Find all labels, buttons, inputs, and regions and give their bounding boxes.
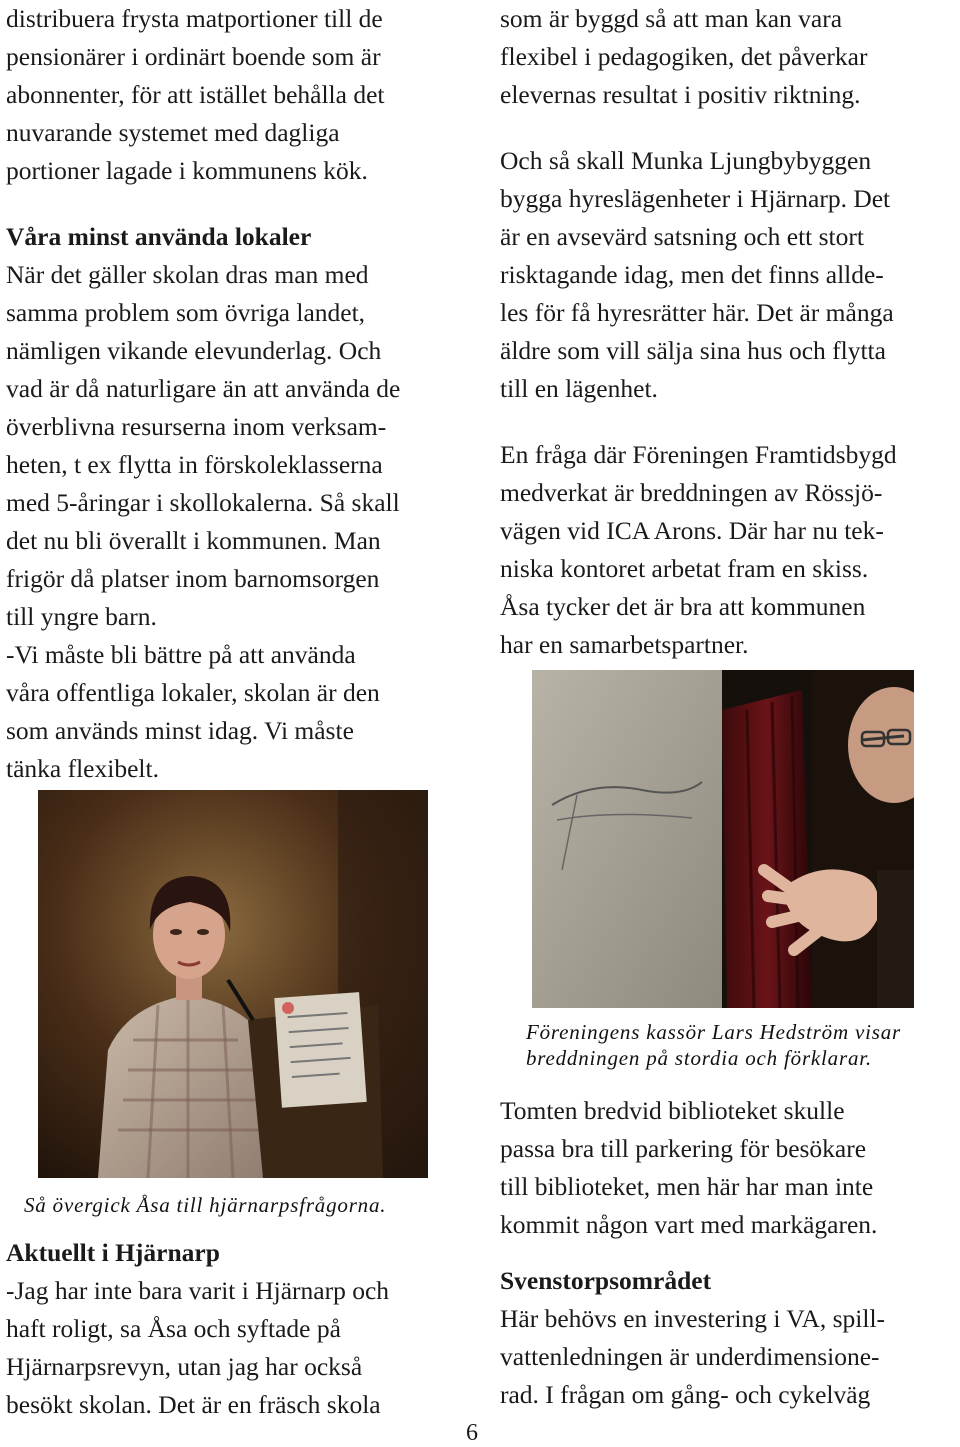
right-paragraph-4: Tomten bredvid biblioteket skulle passa bra till parkering för besökare till biblioteket, men här har man inte kommit någon vart med markägaren.: [500, 1096, 878, 1239]
photo-caption-left: Så övergick Åsa till hjärnarpsfrågorna.: [24, 1193, 387, 1217]
right-column-bottom: [500, 1092, 956, 1414]
right-paragraph-2: Och så skall Munka Ljungbybyggen bygga hyreslägenheter i Hjärnarp. Det är en avsevärd satsning och ett stort risktagande idag, men det finns allde- les för få hyresrätter här. Det är många äldre som vill sälja sina hus och flytta till en lägenhet.: [500, 146, 894, 403]
section-body-svenstorp: Här behövs en investering i VA, spill- vattenledningen är underdimensione- rad. I frågan om gång- och cykelväg: [500, 1304, 886, 1409]
photo-caption-right: Föreningens kassör Lars Hedström visar breddningen på stordia och förklarar.: [526, 1020, 901, 1070]
left-column-bottom: [6, 1234, 466, 1424]
section-body-aktuellt: -Jag har inte bara varit i Hjärnarp och haft roligt, sa Åsa och syftade på Hjärnarpsrevyn, utan jag har också besökt skolan. Det är en fräsch skola: [6, 1276, 390, 1419]
photo-projection-image: [532, 670, 914, 1008]
photo-speaker-image: [38, 790, 428, 1178]
photo-speaker-asa: [38, 790, 428, 1178]
page-number: 6: [466, 1420, 478, 1446]
section-heading-svenstorp: Svenstorpsområdet: [500, 1266, 712, 1295]
right-paragraph-1: som är byggd så att man kan vara flexibel i pedagogiken, det påverkar elevernas resultat i positiv riktning.: [500, 4, 868, 109]
right-paragraph-3: En fråga där Föreningen Framtidsbygd medverkat är breddningen av Rössjö- vägen vid ICA Arons. Där har nu tek- niska kontoret arbetat fram en skiss. Åsa tycker det är bra att kommunen har en samarbetspartner.: [500, 440, 897, 659]
photo-lars-hedstrom: [532, 670, 914, 1008]
section-heading-lokaler: Våra minst använda lokaler: [6, 222, 312, 251]
left-column: [6, 0, 466, 788]
section-body-lokaler: När det gäller skolan dras man med samma problem som övriga landet, nämligen vikande elevunderlag. Och vad är då naturligare än att använda de överblivna resurserna inom verksam- heten, t ex flytta in förskoleklasserna med 5-åringar i skollokalerna. Så skall det nu bli överallt i kommunen. Man frigör då platser inom barnomsorgen till yngre barn. -Vi måste bli bättre på att använda våra offentliga lokaler, skolan är den som används minst idag. Vi måste tänka flexibelt.: [6, 260, 401, 783]
intro-paragraph: distribuera frysta matportioner till de pensionärer i ordinärt boende som är abonnenter, för att istället behålla det nuvarande systemet med dagliga portioner lagade i kommunens kök.: [6, 4, 385, 185]
section-heading-aktuellt: Aktuellt i Hjärnarp: [6, 1238, 220, 1267]
right-column: [500, 0, 956, 664]
